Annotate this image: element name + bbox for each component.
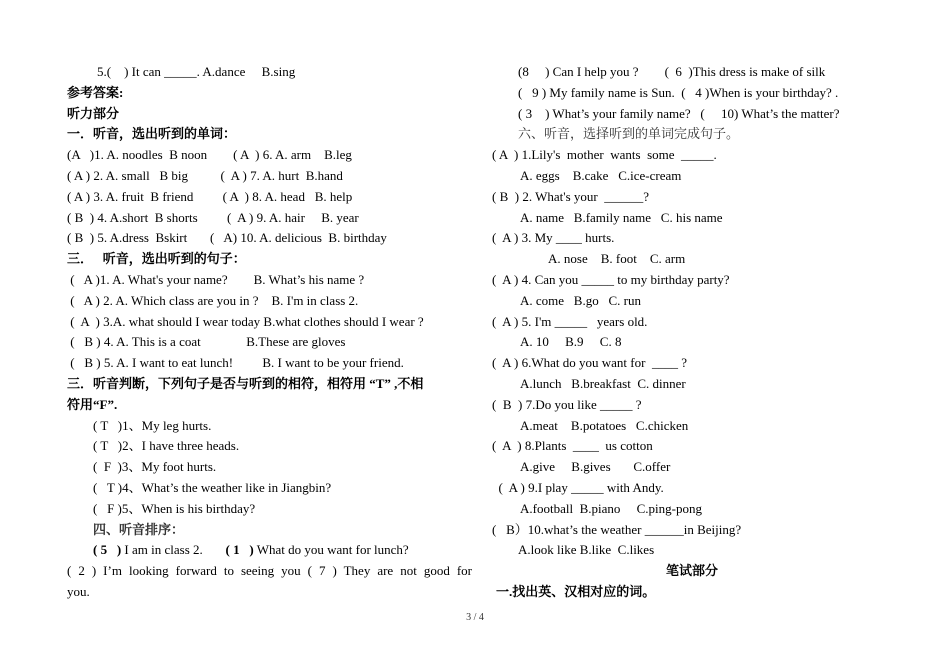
section-6-question: ( A ) 5. I'm _____ years old.: [492, 313, 648, 329]
section-4-order-label: ( 5 ): [93, 542, 122, 558]
section-6-question: ( A ) 6.What do you want for ____ ?: [492, 355, 687, 371]
section-3b-title-cont: 符用“F”.: [67, 396, 118, 412]
section-3a-item: ( B ) 4. A. This is a coat B.These are gloves: [67, 334, 346, 350]
section-6-question: ( A ) 1.Lily's mother wants some _____.: [492, 147, 717, 163]
section-6-question: ( A ) 9.I play _____ with Andy.: [492, 479, 664, 495]
section-4-item: ( 9 ) My family name is Sun. ( 4 )When is your birthday? .: [518, 84, 839, 100]
section-3b-item: ( F )5、When is his birthday?: [93, 500, 256, 516]
section-6-options: A. nose B. foot C. arm: [548, 251, 686, 267]
section-6-question: ( A ) 8.Plants ____ us cotton: [492, 438, 653, 454]
section-1-item: ( B ) 4. A.short B shorts ( A ) 9. A. hair B. year: [67, 209, 359, 225]
section-4-sentence: What do you want for lunch?: [253, 542, 409, 558]
written-section-title: 笔试部分: [665, 563, 718, 579]
section-6-question: ( B ) 7.Do you like _____ ?: [492, 396, 642, 412]
section-4-title: 四、听音排序：: [93, 521, 185, 537]
section-3a-item: ( B ) 5. A. I want to eat lunch! B. I want to be your friend.: [67, 355, 404, 371]
section-4-line-1: [67, 540, 472, 561]
answer-key-title: 参考答案:: [67, 84, 124, 100]
section-6-options: A.give B.gives C.offer: [520, 459, 671, 475]
section-6-options: A. eggs B.cake C.ice-cream: [520, 167, 682, 183]
section-6-question: ( B）10.what’s the weather ______in Beijing?: [492, 521, 742, 537]
section-6-list: [492, 145, 892, 561]
section-3b-item: ( F )3、My foot hurts.: [93, 459, 217, 475]
section-1-item: ( A ) 2. A. small B big ( A ) 7. A. hurt B.hand: [67, 167, 343, 183]
section-4-item: (8 ) Can I help you ? ( 6 )This dress is make of silk: [518, 64, 826, 79]
section-1-title: 一．听音，选出听到的单词：: [67, 126, 237, 142]
written-section-1-title: 一.找出英、汉相对应的词。: [496, 583, 656, 599]
section-4-order-label: ( 1 ): [225, 542, 254, 558]
section-6-options: A.look like B.like C.likes: [518, 542, 655, 558]
page-number: 3 / 4: [466, 612, 484, 623]
section-3a-item: ( A )1. A. What's your name? B. What’s his name ?: [67, 271, 365, 287]
section-6-question: ( B ) 2. What's your ______?: [492, 188, 649, 204]
section-6-options: A. 10 B.9 C. 8: [520, 334, 622, 350]
section-4-line-2: ( 2 ) I’m looking forward to seeing you ( 7 ) They are not good for: [67, 563, 472, 579]
section-1-item: ( A ) 3. A. fruit B friend ( A ) 8. A. head B. help: [67, 188, 353, 204]
right-column: [492, 62, 892, 603]
section-3a-item: ( A ) 3.A. what should I wear today B.what clothes should I wear ?: [67, 313, 424, 329]
section-1-item: (A )1. A. noodles B noon ( A ) 6. A. arm B.leg: [67, 147, 352, 163]
section-3a-title: 三． 听音，选出听到的句子：: [67, 251, 246, 267]
listening-section-title: 听力部分: [67, 105, 120, 121]
section-6-title: 六、听音，选择听到的单词完成句子。: [518, 126, 740, 142]
section-6-options: A.football B.piano C.ping-pong: [520, 500, 702, 516]
section-4-line-3: you.: [67, 583, 90, 599]
section-6-question: ( A ) 4. Can you _____ to my birthday party?: [492, 271, 730, 287]
section-6-options: A. come B.go C. run: [520, 292, 641, 308]
section-3b-item: ( T )2、I have three heads.: [93, 438, 240, 454]
section-3b-item: ( T )4、What’s the weather like in Jiangbin?: [93, 479, 332, 495]
section-6-options: A. name B.family name C. his name: [520, 209, 723, 225]
section-3b-title: 三．听音判断，下列句子是否与听到的相符，相符用 “T” ,不相: [67, 375, 424, 391]
section-6-options: A.meat B.potatoes C.chicken: [520, 417, 689, 433]
section-3a-item: ( A ) 2. A. Which class are you in ? B. I'm in class 2.: [67, 292, 359, 308]
question-5-line: 5.( ) It can _____. A.dance B.sing: [97, 64, 296, 79]
section-3b-item: ( T )1、My leg hurts.: [93, 417, 212, 433]
section-6-options: A.lunch B.breakfast C. dinner: [520, 375, 686, 391]
section-4-sentence: I am in class 2.: [121, 542, 226, 558]
section-1-item: ( B ) 5. A.dress Bskirt ( A) 10. A. delicious B. birthday: [67, 230, 387, 246]
section-6-question: ( A ) 3. My ____ hurts.: [492, 230, 615, 246]
section-4-item: ( 3 ) What’s your family name? ( 10) What’s the matter?: [518, 105, 840, 121]
left-column: [67, 62, 472, 603]
